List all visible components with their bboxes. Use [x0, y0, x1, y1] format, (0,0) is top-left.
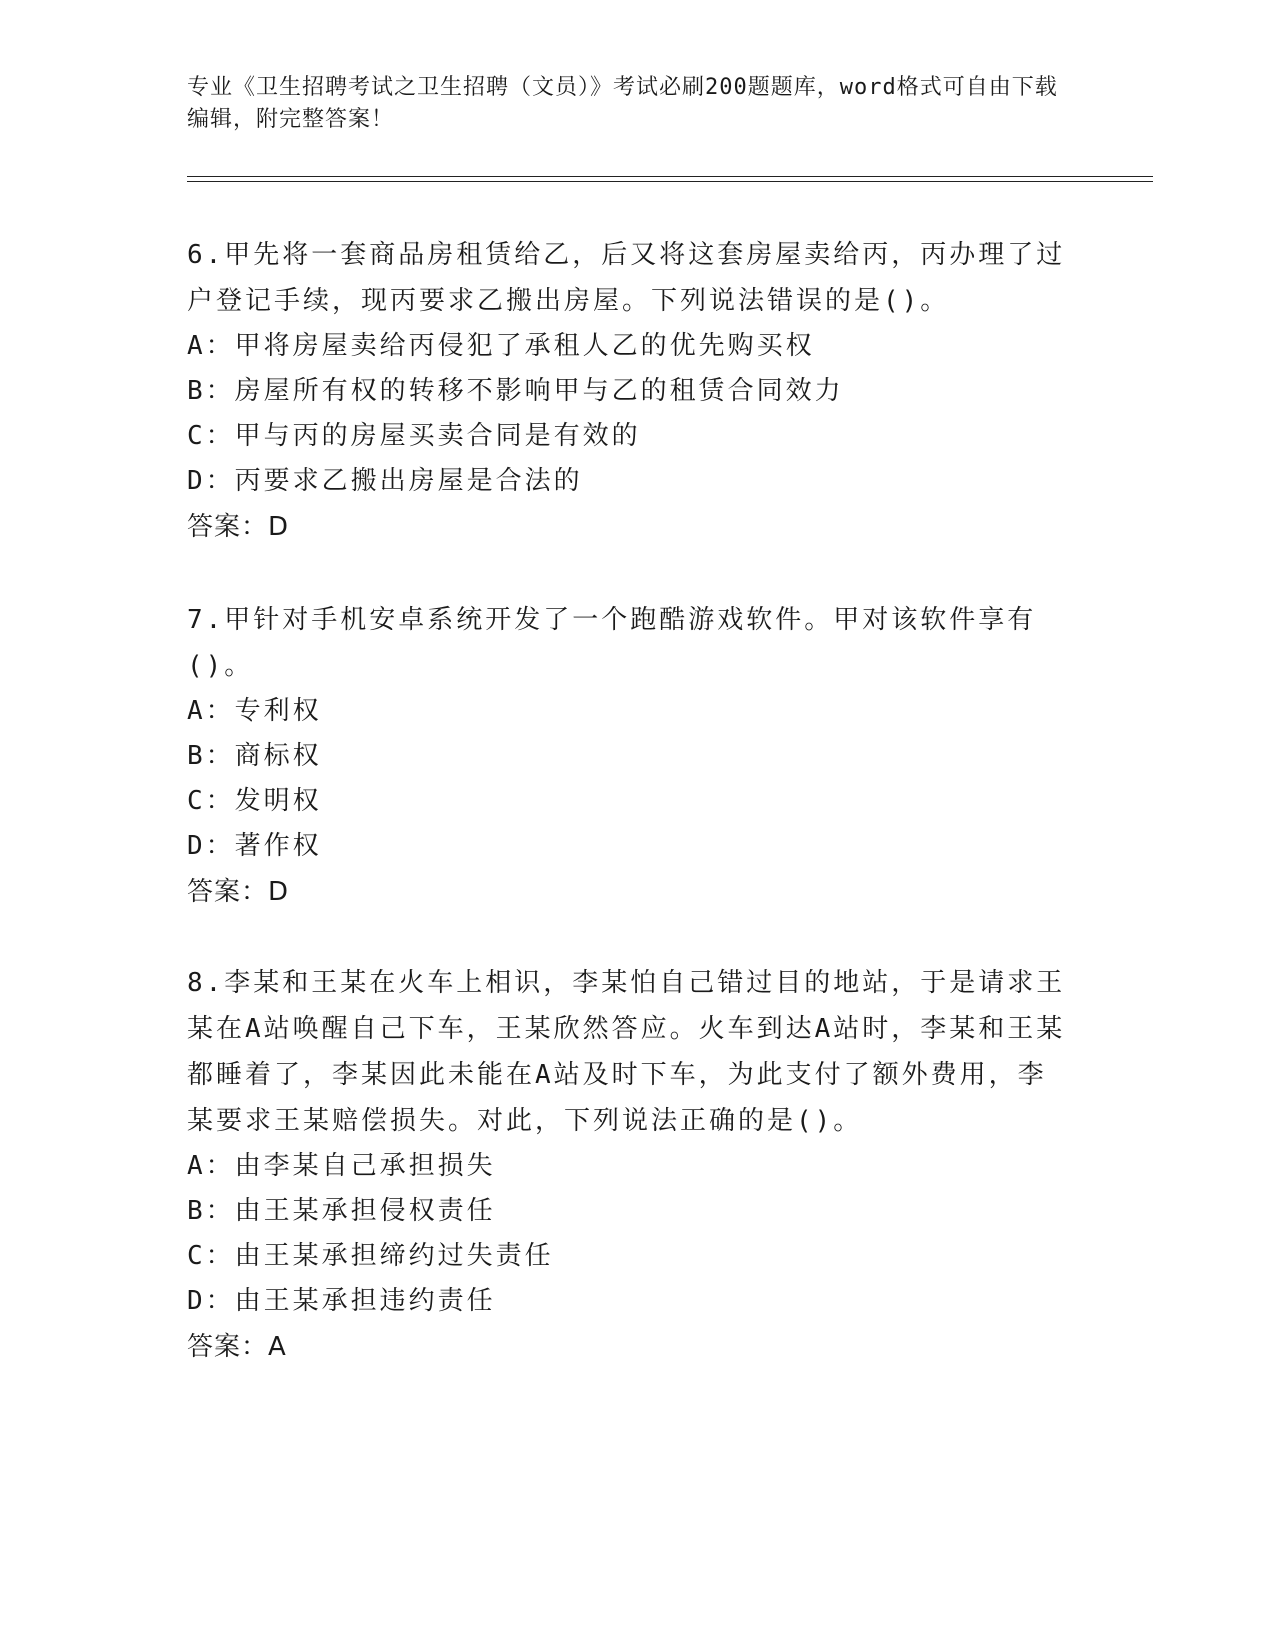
answer: 答案：D [187, 877, 290, 907]
document-header: 专业《卫生招聘考试之卫生招聘（文员）》考试必刷200题题库，word格式可自由下载编辑，附完整答案！ [187, 75, 1058, 132]
option-b: B：商标权 [187, 741, 322, 771]
option-c: C：发明权 [187, 786, 322, 816]
option-b: B：由王某承担侵权责任 [187, 1196, 496, 1226]
header-divider-bottom [187, 181, 1153, 182]
question-7 [187, 597, 1067, 915]
option-a: A：专利权 [187, 696, 322, 726]
option-a: A：甲将房屋卖给丙侵犯了承租人乙的优先购买权 [187, 331, 815, 361]
question-stem: 7.甲针对手机安卓系统开发了一个跑酷游戏软件。甲对该软件享有()。 [187, 605, 1037, 681]
question-8 [187, 960, 1067, 1370]
option-d: D：著作权 [187, 831, 322, 861]
option-d: D：丙要求乙搬出房屋是合法的 [187, 466, 583, 496]
option-c: C：由王某承担缔约过失责任 [187, 1241, 554, 1271]
question-6 [187, 232, 1067, 550]
option-d: D：由王某承担违约责任 [187, 1286, 496, 1316]
header-divider-top [187, 176, 1153, 177]
answer: 答案：A [187, 1332, 287, 1362]
option-a: A：由李某自己承担损失 [187, 1151, 496, 1181]
question-stem: 6.甲先将一套商品房租赁给乙，后又将这套房屋卖给丙，丙办理了过户登记手续，现丙要求乙搬出房屋。下列说法错误的是()。 [187, 240, 1066, 316]
option-c: C：甲与丙的房屋买卖合同是有效的 [187, 421, 641, 451]
option-b: B：房屋所有权的转移不影响甲与乙的租赁合同效力 [187, 376, 844, 406]
answer: 答案：D [187, 512, 290, 542]
question-stem: 8.李某和王某在火车上相识，李某怕自己错过目的地站，于是请求王某在A站唤醒自己下车，王某欣然答应。火车到达A站时，李某和王某都睡着了，李某因此未能在A站及时下车，为此支付了额外费用，李某要求王某赔偿损失。对此，下列说法正确的是()。 [187, 968, 1066, 1136]
